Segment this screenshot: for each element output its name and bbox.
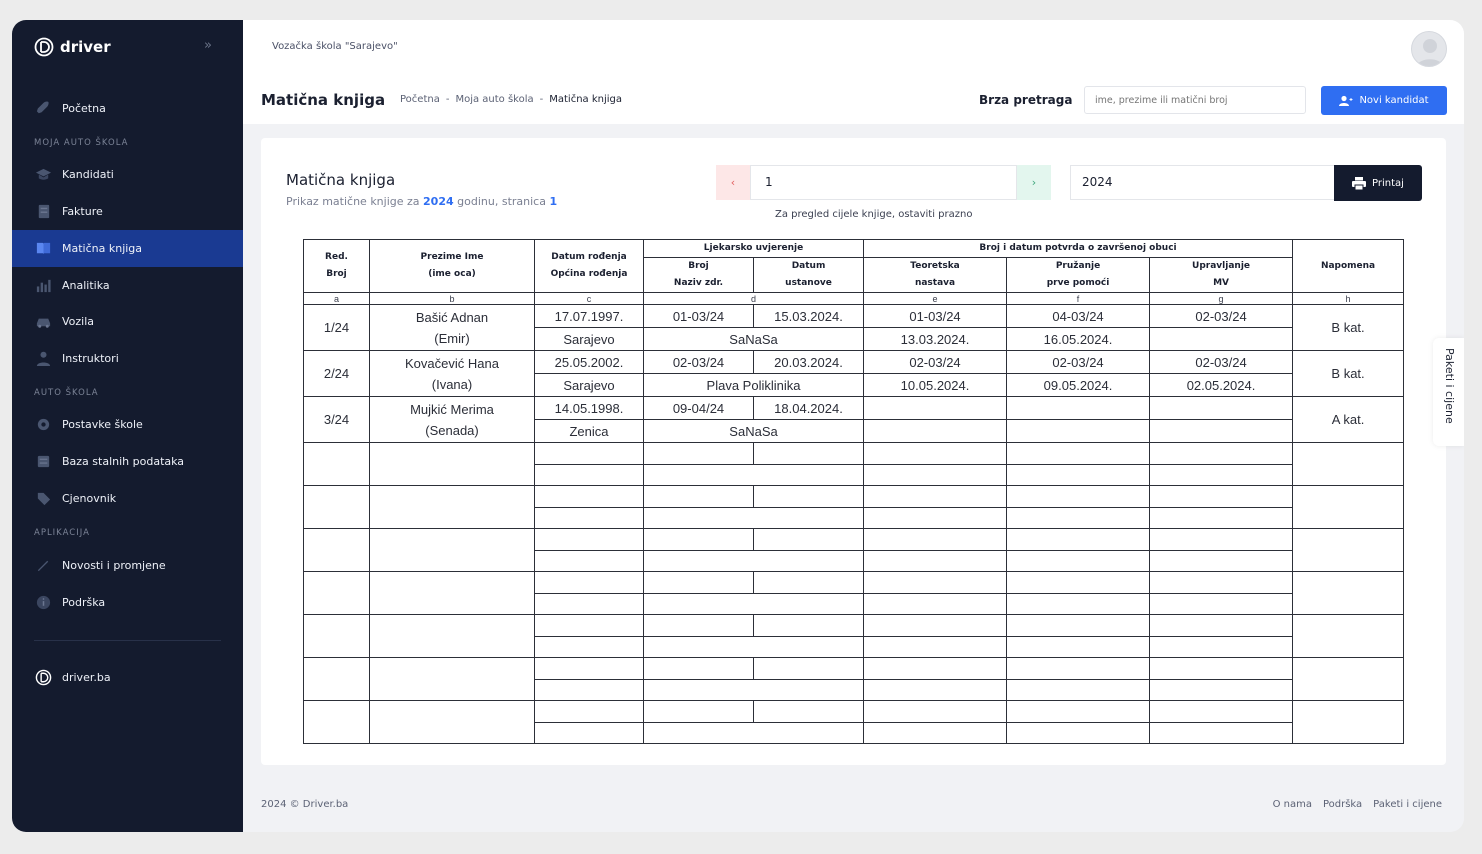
cell-red-broj	[304, 701, 370, 744]
new-candidate-label: Novi kandidat	[1359, 95, 1429, 106]
cell-upravljanje-broj	[1150, 397, 1293, 420]
page-hint: Za pregled cijele knjige, ostaviti prazno	[775, 209, 973, 220]
card-subtitle	[286, 195, 557, 208]
sidebar-item-label: Vozila	[62, 315, 95, 328]
cell-ustanova	[644, 464, 864, 486]
cell-datum-rodjenja	[535, 615, 644, 637]
cell-teoretska-datum	[864, 679, 1007, 701]
cell-napomena	[1293, 443, 1404, 486]
ledger-card	[261, 138, 1446, 765]
cell-upravljanje-broj: 02-03/24	[1150, 305, 1293, 328]
cell-teoretska-broj: 01-03/24	[864, 305, 1007, 328]
ledger-body	[304, 293, 1404, 744]
cell-ljek-datum: 18.04.2024.	[754, 397, 864, 420]
sidebar-item-maticna-knjiga[interactable]	[12, 230, 243, 267]
cell-teoretska-broj	[864, 443, 1007, 465]
sidebar-item-instruktori[interactable]	[12, 340, 243, 377]
breadcrumb-separator: -	[445, 94, 450, 105]
table-row	[304, 658, 1404, 680]
cell-datum-rodjenja	[535, 443, 644, 465]
cell-upravljanje-datum	[1150, 722, 1293, 744]
bar-chart-icon	[34, 277, 52, 295]
candidate-name: Bašić Adnan	[415, 309, 489, 325]
subtitle-mid: godinu, stranica	[457, 195, 546, 208]
cell-ljek-broj: 09-04/24	[644, 397, 754, 420]
graduation-cap-icon	[34, 166, 52, 184]
cell-pruzanje-broj	[1007, 443, 1150, 465]
cell-teoretska-broj	[864, 529, 1007, 551]
cell-opcina-rodjenja: Sarajevo	[535, 374, 644, 397]
header-obuka: Broj i datum potvrda o završenoj obuci	[864, 240, 1293, 258]
year-input[interactable]: 2024	[1070, 165, 1335, 200]
cell-teoretska-broj	[864, 615, 1007, 637]
footer-links	[1273, 799, 1442, 810]
cell-napomena	[1293, 701, 1404, 744]
cell-ustanova: Plava Poliklinika	[644, 374, 864, 397]
cell-prezime-ime	[370, 351, 535, 397]
breadcrumb	[400, 94, 622, 105]
sidebar-item-label: Analitika	[62, 279, 110, 292]
cell-ustanova	[644, 593, 864, 615]
table-row	[304, 305, 1404, 328]
footer-link-paketi[interactable]: Paketi i cijene	[1373, 799, 1442, 810]
cell-red-broj: 1/24	[304, 305, 370, 351]
chevron-left-icon: ‹	[730, 176, 736, 189]
cell-pruzanje-datum	[1007, 464, 1150, 486]
cell-ljek-datum: 20.03.2024.	[754, 351, 864, 374]
cell-teoretska-broj	[864, 701, 1007, 723]
cell-upravljanje-broj	[1150, 615, 1293, 637]
cell-upravljanje-datum	[1150, 420, 1293, 443]
page-input[interactable]: 1	[750, 165, 1017, 200]
cell-upravljanje-datum	[1150, 464, 1293, 486]
cell-upravljanje-broj	[1150, 572, 1293, 594]
sidebar-item-fakture[interactable]	[12, 193, 243, 230]
sidebar-item-label: Instruktori	[62, 352, 119, 365]
sidebar-item-driver-ba[interactable]	[12, 659, 243, 696]
cell-upravljanje-datum	[1150, 593, 1293, 615]
cell-datum-rodjenja	[535, 486, 644, 508]
brand[interactable]	[34, 37, 111, 57]
cell-ljek-broj	[644, 658, 754, 680]
sidebar-item-label: Početna	[62, 102, 106, 115]
header-red-broj: Red. Broj	[304, 240, 370, 293]
subtitle-year: 2024	[423, 195, 454, 208]
cell-napomena	[1293, 658, 1404, 701]
letter-cell: a	[304, 293, 370, 305]
cell-pruzanje-broj	[1007, 486, 1150, 508]
cell-upravljanje-datum	[1150, 679, 1293, 701]
cell-ljek-broj	[644, 529, 754, 551]
cell-red-broj	[304, 658, 370, 701]
breadcrumb-item-moja-auto-skola[interactable]: Moja auto škola	[455, 94, 534, 105]
parent-name: (Emir)	[434, 330, 470, 346]
cell-pruzanje-broj	[1007, 615, 1150, 637]
letter-cell: e	[864, 293, 1007, 305]
cell-red-broj	[304, 443, 370, 486]
header-datum-rodjenja: Datum rođenja Općina rođenja	[535, 240, 644, 293]
cell-teoretska-datum: 13.03.2024.	[864, 328, 1007, 351]
cell-napomena	[1293, 486, 1404, 529]
print-button[interactable]	[1334, 165, 1422, 201]
cell-teoretska-broj	[864, 397, 1007, 420]
sidebar	[12, 20, 243, 832]
sidebar-divider	[34, 640, 221, 641]
sidebar-item-label: Novosti i promjene	[62, 559, 166, 572]
cell-teoretska-datum	[864, 507, 1007, 529]
avatar[interactable]	[1411, 31, 1447, 67]
cell-ljek-datum	[754, 486, 864, 508]
cell-ljek-datum	[754, 443, 864, 465]
cell-prezime-ime	[370, 529, 535, 572]
cell-pruzanje-datum: 16.05.2024.	[1007, 328, 1150, 351]
top-bar	[243, 20, 1464, 124]
megaphone-icon	[34, 557, 52, 575]
ledger-table	[303, 239, 1404, 744]
sidebar-item-cjenovnik[interactable]	[12, 480, 243, 517]
cell-prezime-ime	[370, 658, 535, 701]
cell-datum-rodjenja: 25.05.2002.	[535, 351, 644, 374]
cell-upravljanje-broj	[1150, 658, 1293, 680]
cell-teoretska-datum	[864, 636, 1007, 658]
cell-pruzanje-broj	[1007, 397, 1150, 420]
letters-row	[304, 293, 1404, 305]
cell-upravljanje-broj	[1150, 701, 1293, 723]
cell-upravljanje-datum	[1150, 636, 1293, 658]
cell-pruzanje-datum	[1007, 507, 1150, 529]
table-row	[304, 351, 1404, 374]
cell-red-broj: 3/24	[304, 397, 370, 443]
database-icon	[34, 453, 52, 471]
cell-prezime-ime	[370, 615, 535, 658]
table-row	[304, 443, 1404, 465]
cell-pruzanje-datum	[1007, 593, 1150, 615]
header-napomena: Napomena	[1293, 240, 1404, 293]
cell-datum-rodjenja: 17.07.1997.	[535, 305, 644, 328]
invoice-icon	[34, 203, 52, 221]
collapse-sidebar-icon[interactable]: »	[204, 38, 212, 53]
cell-opcina-rodjenja	[535, 550, 644, 572]
new-candidate-button[interactable]	[1321, 86, 1447, 115]
cell-ljek-datum	[754, 615, 864, 637]
main-content	[243, 20, 1464, 832]
cell-opcina-rodjenja	[535, 722, 644, 744]
cell-teoretska-datum: 10.05.2024.	[864, 374, 1007, 397]
cell-prezime-ime	[370, 305, 535, 351]
cell-datum-rodjenja: 14.05.1998.	[535, 397, 644, 420]
cell-teoretska-datum	[864, 722, 1007, 744]
table-row	[304, 615, 1404, 637]
cell-pruzanje-broj	[1007, 572, 1150, 594]
letter-cell: b	[370, 293, 535, 305]
subtitle-page: 1	[549, 195, 558, 208]
info-icon	[34, 594, 52, 612]
cell-datum-rodjenja	[535, 658, 644, 680]
avatar-icon	[1412, 32, 1447, 67]
cell-ljek-datum	[754, 572, 864, 594]
app-window	[12, 20, 1464, 832]
sidebar-item-vozila[interactable]	[12, 303, 243, 340]
table-row	[304, 529, 1404, 551]
sidebar-item-novosti[interactable]	[12, 547, 243, 584]
cell-ljek-broj	[644, 443, 754, 465]
rocket-icon	[34, 100, 52, 118]
cell-upravljanje-broj	[1150, 529, 1293, 551]
sidebar-item-analitika[interactable]	[12, 267, 243, 304]
cell-opcina-rodjenja	[535, 636, 644, 658]
footer-link-podrska[interactable]: Podrška	[1322, 799, 1363, 810]
brand-name: driver	[60, 38, 111, 56]
table-row	[304, 572, 1404, 594]
cell-prezime-ime	[370, 486, 535, 529]
book-icon	[34, 240, 52, 258]
candidate-name: Kovačević Hana	[405, 355, 499, 371]
cell-teoretska-datum	[864, 464, 1007, 486]
sidebar-item-label: Podrška	[62, 596, 106, 609]
school-name: Vozačka škola "Sarajevo"	[272, 41, 398, 52]
cell-ljek-datum	[754, 701, 864, 723]
table-row	[304, 701, 1404, 723]
add-user-icon	[1339, 95, 1353, 107]
cell-ustanova	[644, 550, 864, 572]
cell-pruzanje-broj	[1007, 701, 1150, 723]
next-page-button[interactable]	[1017, 165, 1051, 200]
letter-cell: h	[1293, 293, 1404, 305]
sidebar-item-label: Matična knjiga	[62, 242, 143, 255]
sidebar-item-pocetna[interactable]	[12, 90, 243, 127]
sidebar-item-kandidati[interactable]	[12, 156, 243, 193]
page-title: Matična knjiga	[261, 91, 386, 109]
section-auto-skola: AUTO ŠKOLA	[34, 388, 99, 398]
cell-napomena	[1293, 572, 1404, 615]
card-title: Matična knjiga	[286, 171, 396, 189]
cell-opcina-rodjenja: Sarajevo	[535, 328, 644, 351]
header-ljek-datum: Datum ustanove	[754, 258, 864, 293]
cell-ljek-datum	[754, 529, 864, 551]
cell-upravljanje-broj	[1150, 486, 1293, 508]
cell-red-broj	[304, 572, 370, 615]
parent-name: (Ivana)	[431, 376, 473, 392]
cell-prezime-ime	[370, 701, 535, 744]
cell-ustanova	[644, 722, 864, 744]
previous-page-button[interactable]	[716, 165, 750, 200]
cell-ustanova	[644, 507, 864, 529]
letter-cell: c	[535, 293, 644, 305]
cell-red-broj	[304, 615, 370, 658]
cell-upravljanje-broj: 02-03/24	[1150, 351, 1293, 374]
driver-logo-icon	[34, 37, 54, 57]
table-row	[304, 397, 1404, 420]
sidebar-item-label: Baza stalnih podataka	[62, 455, 185, 468]
cell-teoretska-broj	[864, 486, 1007, 508]
cell-opcina-rodjenja	[535, 507, 644, 529]
sidebar-item-podrska[interactable]	[12, 584, 243, 621]
header-prezime-ime: Prezime Ime (ime oca)	[370, 240, 535, 293]
header-upravljanje: Upravljanje MV	[1150, 258, 1293, 293]
cell-ljek-broj: 02-03/24	[644, 351, 754, 374]
cell-pruzanje-datum	[1007, 722, 1150, 744]
cell-napomena: B kat.	[1293, 305, 1404, 351]
footer-copyright: 2024 © Driver.ba	[261, 799, 349, 810]
sidebar-item-label: Cjenovnik	[62, 492, 117, 505]
cell-teoretska-datum	[864, 420, 1007, 443]
cell-napomena: B kat.	[1293, 351, 1404, 397]
breadcrumb-item-pocetna[interactable]: Početna	[400, 94, 440, 105]
print-label: Printaj	[1372, 177, 1404, 189]
quick-search-label: Brza pretraga	[979, 93, 1073, 107]
cell-opcina-rodjenja	[535, 464, 644, 486]
cell-teoretska-broj	[864, 572, 1007, 594]
cell-datum-rodjenja	[535, 701, 644, 723]
cell-teoretska-broj: 02-03/24	[864, 351, 1007, 374]
header-ljek-broj: Broj Naziv zdr.	[644, 258, 754, 293]
cell-upravljanje-datum	[1150, 328, 1293, 351]
parent-name: (Senada)	[425, 422, 479, 438]
footer-link-o-nama[interactable]: O nama	[1272, 799, 1312, 810]
gear-icon	[34, 416, 52, 434]
sidebar-item-label: driver.ba	[62, 671, 111, 684]
quick-search-input[interactable]	[1084, 86, 1306, 114]
cell-datum-rodjenja	[535, 529, 644, 551]
cell-opcina-rodjenja: Zenica	[535, 420, 644, 443]
cell-prezime-ime	[370, 397, 535, 443]
side-tab-label: Paketi i cijene	[1443, 348, 1456, 424]
chevron-right-icon: ›	[1031, 176, 1037, 189]
cell-teoretska-datum	[864, 593, 1007, 615]
cell-pruzanje-datum: 09.05.2024.	[1007, 374, 1150, 397]
breadcrumb-item-current: Matična knjiga	[549, 94, 623, 105]
cell-ljek-broj: 01-03/24	[644, 305, 754, 328]
cell-teoretska-datum	[864, 550, 1007, 572]
breadcrumb-separator: -	[539, 94, 544, 105]
candidate-name: Mujkić Merima	[410, 401, 494, 417]
header-pruzanje: Pružanje prve pomoći	[1007, 258, 1150, 293]
cell-prezime-ime	[370, 572, 535, 615]
sidebar-item-label: Kandidati	[62, 168, 114, 181]
sidebar-item-label: Fakture	[62, 205, 103, 218]
cell-ljek-datum	[754, 658, 864, 680]
cell-ustanova	[644, 636, 864, 658]
section-moja-auto-skola: MOJA AUTO ŠKOLA	[34, 138, 129, 148]
cell-pruzanje-datum	[1007, 550, 1150, 572]
tag-icon	[34, 490, 52, 508]
cell-red-broj	[304, 486, 370, 529]
side-tab-paketi[interactable]	[1433, 338, 1464, 446]
printer-icon	[1352, 177, 1366, 190]
letter-cell: d	[644, 293, 864, 305]
cell-upravljanje-datum	[1150, 550, 1293, 572]
cell-pruzanje-broj: 02-03/24	[1007, 351, 1150, 374]
sidebar-item-label: Postavke škole	[62, 418, 143, 431]
cell-opcina-rodjenja	[535, 679, 644, 701]
cell-pruzanje-broj: 04-03/24	[1007, 305, 1150, 328]
cell-napomena	[1293, 615, 1404, 658]
sidebar-item-postavke-skole[interactable]	[12, 406, 243, 443]
header-teoretska: Teoretska nastava	[864, 258, 1007, 293]
subtitle-prefix: Prikaz matične knjige za	[286, 195, 420, 208]
cell-upravljanje-broj	[1150, 443, 1293, 465]
cell-ljek-broj	[644, 486, 754, 508]
cell-teoretska-broj	[864, 658, 1007, 680]
cell-ljek-broj	[644, 572, 754, 594]
header-ljekarsko: Ljekarsko uvjerenje	[644, 240, 864, 258]
cell-ustanova	[644, 679, 864, 701]
cell-ljek-datum: 15.03.2024.	[754, 305, 864, 328]
cell-prezime-ime	[370, 443, 535, 486]
driver-logo-icon	[34, 669, 52, 687]
car-icon	[34, 313, 52, 331]
sidebar-item-baza-stalnih-podataka[interactable]	[12, 443, 243, 480]
cell-ustanova: SaNaSa	[644, 420, 864, 443]
table-row	[304, 486, 1404, 508]
cell-red-broj	[304, 529, 370, 572]
letter-cell: f	[1007, 293, 1150, 305]
cell-pruzanje-datum	[1007, 679, 1150, 701]
cell-upravljanje-datum: 02.05.2024.	[1150, 374, 1293, 397]
section-aplikacija: APLIKACIJA	[34, 528, 90, 538]
cell-datum-rodjenja	[535, 572, 644, 594]
user-icon	[34, 350, 52, 368]
cell-opcina-rodjenja	[535, 593, 644, 615]
cell-upravljanje-datum	[1150, 507, 1293, 529]
cell-napomena	[1293, 529, 1404, 572]
cell-ljek-broj	[644, 615, 754, 637]
cell-pruzanje-datum	[1007, 420, 1150, 443]
cell-napomena: A kat.	[1293, 397, 1404, 443]
cell-ljek-broj	[644, 701, 754, 723]
cell-red-broj: 2/24	[304, 351, 370, 397]
cell-pruzanje-broj	[1007, 529, 1150, 551]
cell-pruzanje-broj	[1007, 658, 1150, 680]
cell-ustanova: SaNaSa	[644, 328, 864, 351]
letter-cell: g	[1150, 293, 1293, 305]
cell-pruzanje-datum	[1007, 636, 1150, 658]
